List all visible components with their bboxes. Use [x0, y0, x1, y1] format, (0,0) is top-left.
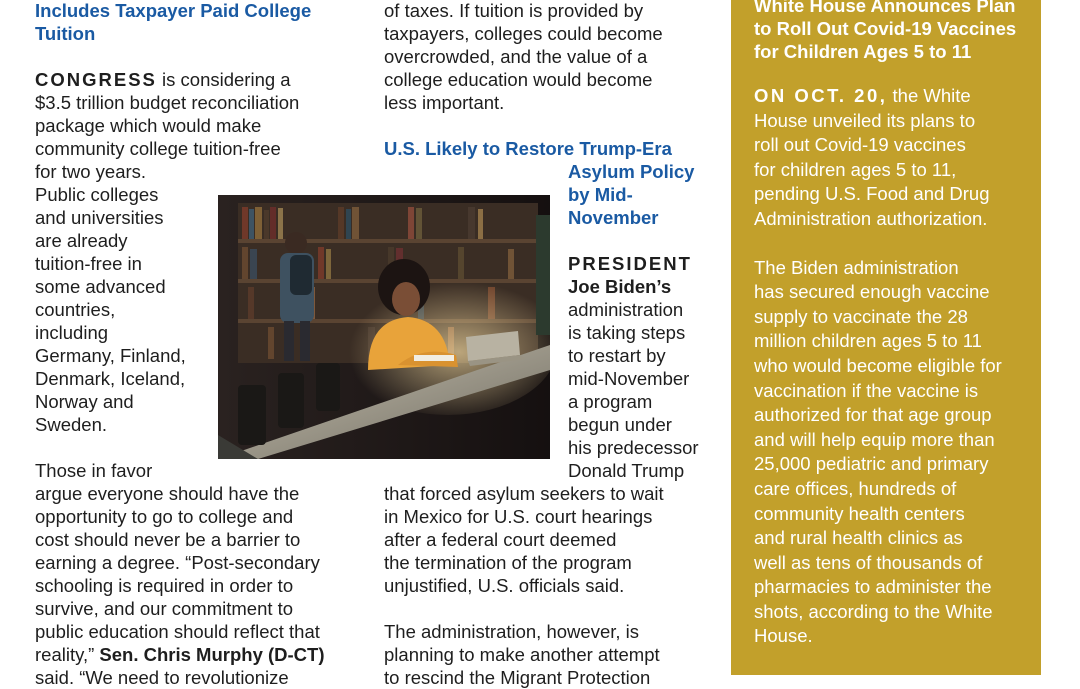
body-line: the termination of the program — [384, 552, 632, 573]
body-line: House unveiled its plans to — [754, 109, 976, 131]
body-line: Those in favor — [35, 460, 153, 481]
body-line: his predecessor — [568, 437, 699, 458]
body-line: care offices, hundreds of — [754, 477, 957, 499]
body-line: Administration authorization. — [754, 207, 988, 229]
body-line: said. “We need to revolutionize — [35, 667, 289, 688]
lead-word: PRESIDENT — [568, 253, 692, 274]
body-line: supply to vaccinate the 28 — [754, 305, 968, 327]
body-line: opportunity to go to college and — [35, 506, 294, 527]
body-line: planning to make another attempt — [384, 644, 660, 665]
body-line: some advanced — [35, 276, 166, 297]
body-line: to restart by — [568, 345, 666, 366]
middle-continuation — [384, 0, 704, 114]
headline-line: Asylum Policy — [568, 161, 695, 182]
senator-name: Sen. Chris Murphy (D-CT) — [99, 644, 325, 665]
body-line: package which would make — [35, 115, 262, 136]
middle-para3 — [384, 620, 704, 689]
body-line: and universities — [35, 207, 164, 228]
body-line: roll out Covid-19 vaccines — [754, 134, 966, 156]
body-line: The Biden administration — [754, 256, 959, 278]
headline-line: for Children Ages 5 to 11 — [754, 41, 972, 62]
body-line: Denmark, Iceland, — [35, 368, 186, 389]
sidebar-para2 — [754, 256, 1029, 650]
body-text: reality,” — [35, 644, 100, 665]
body-line: and will help equip more than — [754, 428, 995, 450]
body-line: are already — [35, 230, 128, 251]
body-line: a program — [568, 391, 653, 412]
body-line: has secured enough vaccine — [754, 281, 990, 303]
body-line: schooling is required in order to — [35, 575, 294, 596]
body-line: for children ages 5 to 11, — [754, 158, 957, 180]
body-line: Norway and — [35, 391, 134, 412]
body-line: to rescind the Migrant Protection — [384, 667, 651, 688]
body-line: Sweden. — [35, 414, 107, 435]
headline-line: November — [568, 207, 659, 228]
body-line: that forced asylum seekers to wait — [384, 483, 664, 504]
headline-line: Includes Taxpayer Paid College — [35, 0, 312, 21]
body-line: is taking steps — [568, 322, 686, 343]
sidebar-headline — [754, 0, 1029, 63]
left-article-para2 — [35, 459, 355, 689]
body-line: survive, and our commitment to — [35, 598, 294, 619]
left-article-headline — [35, 0, 355, 45]
middle-full-text — [384, 482, 704, 597]
body-line: cost should never be a barrier to — [35, 529, 301, 550]
body-line: argue everyone should have the — [35, 483, 300, 504]
body-line: and rural health clinics as — [754, 527, 963, 549]
body-line: after a federal court deemed — [384, 529, 617, 550]
body-line: community health centers — [754, 502, 965, 524]
sidebar-article — [731, 0, 1041, 675]
body-line: taxpayers, colleges could become — [384, 23, 663, 44]
body-line: House. — [754, 625, 813, 647]
body-line: million children ages 5 to 11 — [754, 330, 982, 352]
body-line: less important. — [384, 92, 505, 113]
body-line: pending U.S. Food and Drug — [754, 183, 990, 205]
president-name: Joe Biden’s — [568, 276, 672, 297]
sidebar-para1 — [754, 84, 1029, 232]
body-line: pharmacies to administer the — [754, 576, 992, 598]
body-line: 25,000 pediatric and primary — [754, 453, 989, 475]
body-line: administration — [568, 299, 684, 320]
body-line: including — [35, 322, 109, 343]
body-line: shots, according to the White — [754, 600, 993, 622]
body-line: mid-November — [568, 368, 690, 389]
body-line: earning a degree. “Post-secondary — [35, 552, 320, 573]
body-line: Public colleges — [35, 184, 159, 205]
body-line: in Mexico for U.S. court hearings — [384, 506, 653, 527]
body-line: $3.5 trillion budget reconciliation — [35, 92, 300, 113]
library-study-photo — [218, 195, 550, 459]
headline-line: Tuition — [35, 23, 96, 44]
headline-line: by Mid- — [568, 184, 633, 205]
headline-line: White House Announces Plan — [754, 0, 1016, 16]
body-line: authorized for that age group — [754, 404, 992, 426]
body-line: for two years. — [35, 161, 147, 182]
headline-line: to Roll Out Covid-19 Vaccines — [754, 18, 1017, 39]
lead-word: CONGRESS — [35, 69, 157, 90]
body-line: Donald Trump — [568, 460, 685, 481]
body-line: unjustified, U.S. officials said. — [384, 575, 625, 596]
body-line: countries, — [35, 299, 116, 320]
body-line: who would become eligible for — [754, 354, 1002, 376]
body-line: begun under — [568, 414, 672, 435]
body-line: public education should reflect that — [35, 621, 320, 642]
body-line: community college tuition-free — [35, 138, 281, 159]
body-text: the White — [887, 85, 971, 106]
body-line: college education would become — [384, 69, 653, 90]
body-line: The administration, however, is — [384, 621, 640, 642]
body-text: is considering a — [156, 69, 291, 90]
body-line: of taxes. If tuition is provided by — [384, 0, 644, 21]
lead-word: ON OCT. 20, — [754, 85, 888, 106]
library-photo-illustration — [218, 195, 550, 459]
body-line: vaccination if the vaccine is — [754, 379, 979, 401]
body-line: well as tens of thousands of — [754, 551, 983, 573]
body-line: tuition-free in — [35, 253, 142, 274]
body-line: Germany, Finland, — [35, 345, 186, 366]
body-line: overcrowded, and the value of a — [384, 46, 648, 67]
headline-line: U.S. Likely to Restore Trump-Era — [384, 138, 672, 159]
